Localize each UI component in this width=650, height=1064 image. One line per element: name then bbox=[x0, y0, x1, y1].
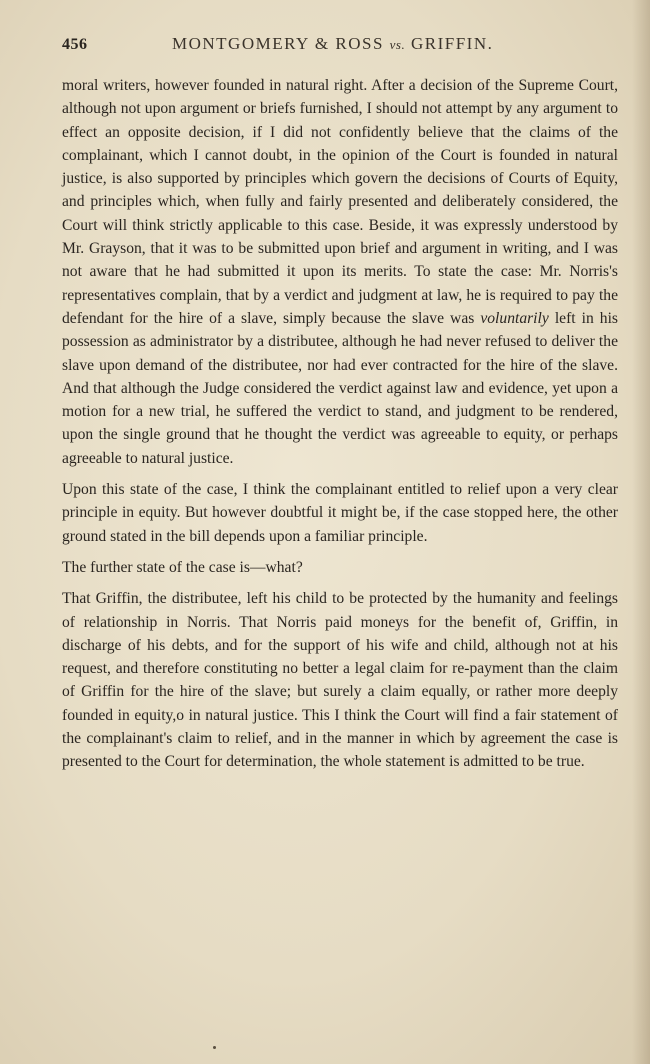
running-title-part1: MONTGOMERY & ROSS bbox=[172, 34, 390, 53]
paragraph-3: The further state of the case is—what? bbox=[62, 558, 303, 576]
paragraph-1-text-a: moral writers, however founded in natural right. After a decision of the Supreme Court, although not upon argument or briefs furnished, I should not attempt by any argument to effect an opposite decision, if I did not confidently believe that the claims of the complainant, which I cannot doubt, in the opinion of the Court is founded in natural justice, is also supported by principles which govern the decisions of Courts of Equity, and principles which, when fully and fairly presented and deliberately considered, the Court will think strictly applicable to this case. Beside, it was expressly understood by Mr. Grayson, that it was to be submitted upon brief and argument in writing, and I was not aware that he had submitted it upon its merits. To state the case: Mr. Norris's representatives complain, that by a verdict and judgment at law, he is required to pay the defendant for the hire of a slave, simply because the slave was bbox=[62, 77, 618, 327]
page-header bbox=[62, 34, 614, 74]
paragraph-4: That Griffin, the distributee, left his child to be protected by the humanity and feelings of relationship in Norris. That Norris paid moneys for the benefit of, Griffin, in discharge of his debts, and for the support of his wife and child, although not at his request, and therefore constituting no better a legal claim for re-payment than the claim of Griffin for the hire of the slave; but surely a claim equally, or rather more deeply founded in equity,o in natural justice. This I think the Court will find a fair statement of the complainant's claim to relief, and in the manner in which by agreement the case is presented to the Court for determination, the whole statement is admitted to be true. bbox=[62, 590, 618, 771]
paragraph-1-text-b: left in his possession as administrator by a distributee, although he had never refused to deliver the slave upon demand of the distributee, nor had ever contracted for the hire of the slave. And that although the Judge considered the verdict against law and evidence, yet upon a motion for a new trial, he suffered the verdict to stand, and judgment to be rendered, upon the single ground that he thought the verdict was agreeable to equity, or perhaps agreeable to natural justice. bbox=[62, 309, 618, 467]
paragraph-2: Upon this state of the case, I think the complainant entitled to relief upon a very clear principle in equity. But however doubtful it might be, if the case stopped here, the other ground stated in the bill depends upon a familiar principle. bbox=[62, 481, 618, 545]
running-title-part2: GRIFFIN. bbox=[405, 34, 494, 53]
running-title-vs: vs. bbox=[389, 37, 406, 52]
page-number: 456 bbox=[62, 36, 88, 53]
paragraph-1-emphasis: voluntarily bbox=[480, 309, 549, 327]
ink-speck bbox=[213, 1046, 216, 1049]
paragraph-1 bbox=[62, 74, 618, 470]
running-title bbox=[172, 34, 493, 54]
body-text bbox=[62, 74, 618, 774]
page-edge-shadow bbox=[632, 0, 650, 1064]
